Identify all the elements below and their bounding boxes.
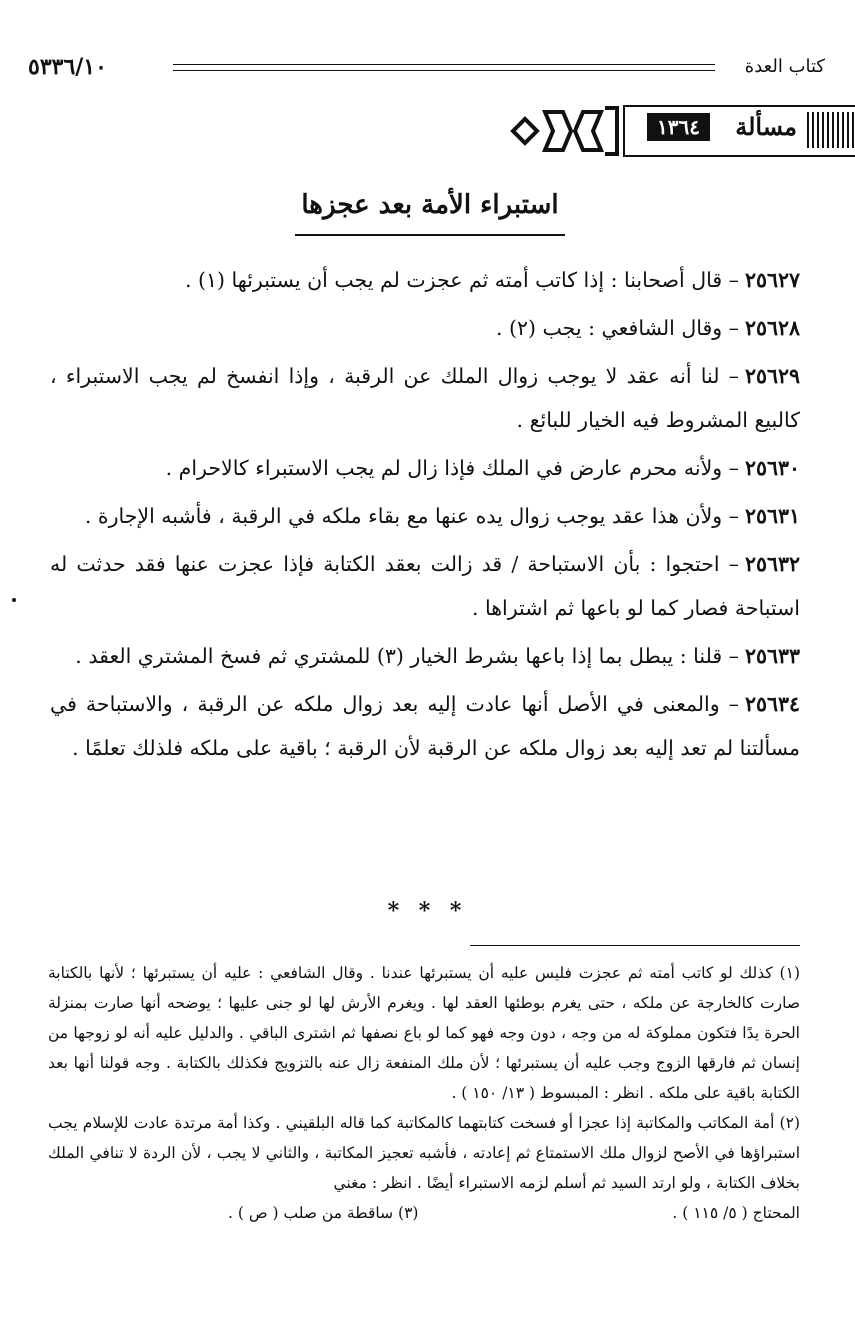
paragraph-text: – لنا أنه عقد لا يوجب زوال الملك عن الرقبة ، وإذا انفسخ لم يجب الاستبراء ، كالبيع المشروط فيه الخيار للبائع .: [50, 364, 800, 432]
paragraph: [50, 682, 800, 770]
section-separator: * * *: [387, 898, 468, 924]
paragraph-text: – والمعنى في الأصل أنها عادت إليه بعد زوال ملكه عن الرقبة ، والاستباحة في مسألتنا لم تعد إليه بعد زوال ملكه عن الرقبة لأن الرقبة ؛ باقية على ملكه فلذلك تعلمًا .: [50, 692, 800, 760]
paragraph-number: ٢٥٦٣١: [744, 504, 800, 528]
book-title: كتاب العدة: [744, 56, 825, 77]
paragraph: [50, 354, 800, 442]
paragraph: [50, 306, 800, 350]
header-double-rule: [173, 64, 715, 71]
page-reference: ٥٣٣٦/١٠: [28, 54, 107, 80]
paragraph: [50, 542, 800, 630]
masala-number: ١٣٦٤: [647, 113, 710, 141]
paragraph-number: ٢٥٦٣٤: [744, 692, 800, 716]
paragraph-text: – قلنا : يبطل بما إذا باعها بشرط الخيار (٣) للمشتري ثم فسخ المشتري العقد .: [75, 644, 739, 668]
paragraph-text: – احتجوا : بأن الاستباحة / قد زالت بعقد الكتابة فإذا عجزت عنها فقد حدثت له استباحة فصار كما لو باعها ثم اشتراها .: [50, 552, 800, 620]
paragraph-text: – ولأنه محرم عارض في الملك فإذا زال لم يجب الاستبراء كالاحرام .: [165, 456, 739, 480]
paragraph-text: – قال أصحابنا : إذا كاتب أمته ثم عجزت لم يجب أن يستبرئها (١) .: [184, 268, 739, 292]
footnote-rule: [470, 945, 800, 946]
paragraph: [50, 446, 800, 490]
footnote-1: (١) كذلك لو كاتب أمته ثم عجزت فليس عليه أن يستبرئها عندنا . وقال الشافعي : عليه أن يستبرئها ؛ لأنها بالكتابة صارت كالخارجة عن ملكه ، حتى يغرم بوطئها العقد لها . ويغرم الأرش لها لو جنى عليها ؛ يوضحه أنها صارت بمنزلة الحرة يدًا فتكون مملوكة له من وجه ، دون وجه فهو كما لو باع نصفها ثم اشترى الباقي . والدليل عليه أنه لو زوجها من إنسان ثم فارقها الزوج وجب عليه أن يستبرئها ؛ لأن ملك المنفعة زال عنه بالتزويج فكذلك بالكتابة . وجه قولنا أنها بعد الكتابة باقية على ملكه . انظر : المبسوط ( ١٣/ ١٥٠ ) .: [48, 964, 800, 1102]
footnote-last-line: [48, 1198, 800, 1228]
chapter-title: استبراء الأمة بعد عجزها: [295, 190, 565, 236]
paragraph: [50, 634, 800, 678]
paragraph-number: ٢٥٦٢٩: [744, 364, 800, 388]
paragraph-number: ٢٥٦٣٣: [744, 644, 800, 668]
masala-banner: [505, 100, 855, 162]
paragraph-number: ٢٥٦٢٨: [744, 316, 800, 340]
paragraph-text: – ولأن هذا عقد يوجب زوال يده عنها مع بقاء ملكه في الرقبة ، فأشبه الإجارة .: [84, 504, 739, 528]
paragraph: [50, 258, 800, 302]
vertical-bars-ornament: [807, 112, 855, 148]
paragraph-number: ٢٥٦٣٢: [744, 552, 800, 576]
masala-label: مسألة: [735, 112, 797, 141]
margin-mark: [12, 598, 16, 602]
paragraph-number: ٢٥٦٢٧: [744, 268, 800, 292]
paragraph-number: ٢٥٦٣٠: [744, 456, 800, 480]
footnote-2-end: المحتاج ( ٥/ ١١٥ ) .: [672, 1204, 800, 1222]
paragraph: [50, 494, 800, 538]
geometric-ornament-icon: [505, 100, 625, 162]
body-text: [50, 258, 800, 774]
running-header: [28, 50, 825, 90]
paragraph-text: – وقال الشافعي : يجب (٢) .: [495, 316, 739, 340]
footnote-3: (٣) ساقطة من صلب ( ص ) .: [228, 1204, 419, 1222]
footnote-2: (٢) أمة المكاتب والمكاتبة إذا عجزا أو فسخت كتابتهما كالمكاتبة كما قاله البلقيني . وكذا أمة مرتدة عادت للإسلام يجب استبراؤها في الأصح لزوال ملك الاستمتاع ثم إعادته ، فأشبه تعجيز المكاتبة ، والثاني لا يجب ، لأن الردة لا تنافي الملك بخلاف الكتابة ، ولو ارتد السيد ثم أسلم لزمه الاستبراء أيضًا . انظر : مغني: [48, 1114, 800, 1192]
footnotes: [48, 958, 800, 1228]
